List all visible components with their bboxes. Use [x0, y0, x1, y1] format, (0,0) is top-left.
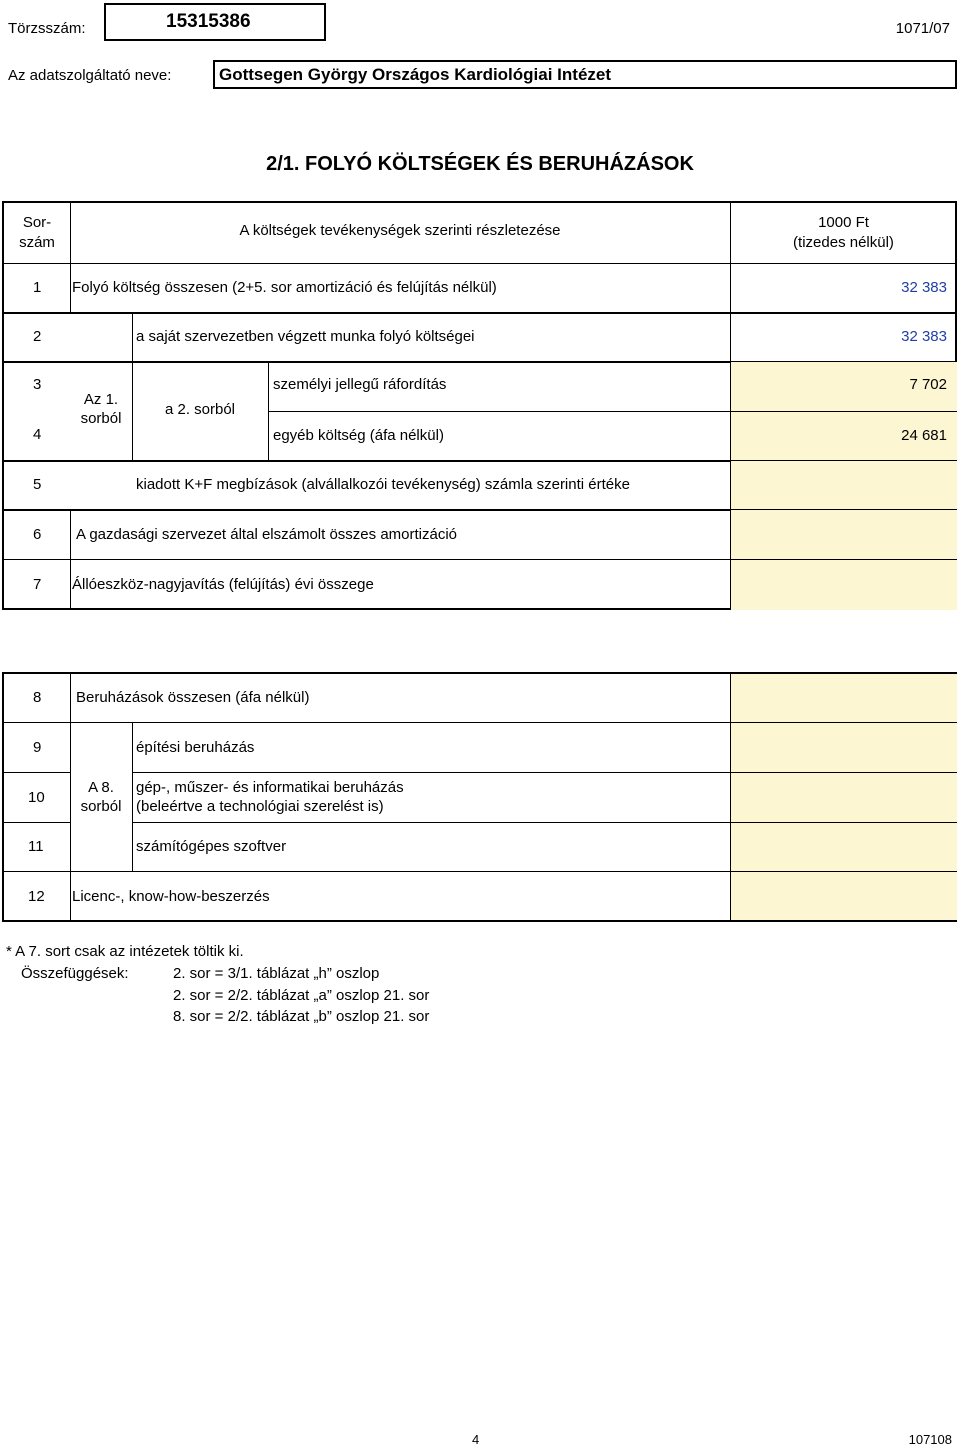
r4-label: egyéb költség (áfa nélkül): [273, 427, 444, 444]
r2-value: 32 383: [901, 328, 947, 345]
r2-num: 2: [33, 328, 42, 345]
r7-num: 7: [33, 576, 42, 593]
col-header-unit: [730, 213, 957, 253]
page-title: 2/1. FOLYÓ KÖLTSÉGEK ÉS BERUHÁZÁSOK: [266, 153, 694, 175]
group-a2: a 2. sorból: [164, 401, 236, 418]
r6-label: A gazdasági szervezet által elszámolt összes amortizáció: [76, 526, 458, 543]
col-header-sorszam: [4, 213, 70, 253]
r12-label: Licenc-, know-how-beszerzés: [72, 888, 270, 905]
main-table: [2, 201, 957, 610]
group-a8: [70, 778, 132, 816]
r7-value-cell[interactable]: [731, 560, 957, 610]
torzsszam-label: Törzsszám:: [8, 20, 86, 37]
r10-value-cell[interactable]: [731, 773, 957, 822]
r9-label: építési beruházás: [136, 739, 255, 756]
r8-label: Beruházások összesen (áfa nélkül): [76, 689, 310, 706]
r11-num: 11: [28, 838, 44, 855]
r3-value: 7 702: [909, 376, 947, 393]
group-az1-2: sorból: [80, 410, 122, 427]
r6-value-cell[interactable]: [731, 510, 957, 559]
r9-num: 9: [33, 739, 42, 756]
col-header-sorszam-2: szám: [19, 234, 55, 251]
r3-label: személyi jellegű ráfordítás: [273, 376, 447, 393]
torzsszam-value: 15315386: [166, 11, 251, 32]
r8-num: 8: [33, 689, 42, 706]
r7-label: Állóeszköz-nagyjavítás (felújítás) évi összege: [72, 576, 374, 593]
col-header-unit-1: 1000 Ft: [818, 214, 869, 231]
group-a8-1: A 8.: [88, 779, 114, 796]
r6-num: 6: [33, 526, 42, 543]
group-a8-2: sorból: [80, 798, 122, 815]
provider-value: Gottsegen György Országos Kardiológiai Intézet: [219, 65, 612, 84]
r8-value-cell[interactable]: [731, 674, 957, 722]
rule-2: 2. sor = 2/2. táblázat „a” oszlop 21. sor: [173, 987, 430, 1004]
rule-1: 2. sor = 3/1. táblázat „h” oszlop: [173, 965, 380, 982]
r4-num: 4: [33, 426, 42, 443]
form-code: 1071/07: [895, 20, 950, 37]
r11-value-cell[interactable]: [731, 823, 957, 871]
r4-value: 24 681: [901, 427, 947, 444]
r5-value-cell[interactable]: [731, 461, 957, 509]
col-header-unit-2: (tizedes nélkül): [793, 234, 894, 251]
footer-code: 107108: [908, 1432, 952, 1447]
r10-num: 10: [28, 789, 45, 806]
page-number: 4: [472, 1432, 480, 1447]
r12-value-cell[interactable]: [731, 872, 957, 920]
group-az1: [70, 390, 132, 428]
provider-field[interactable]: [213, 60, 957, 89]
r1-value: 32 383: [901, 279, 947, 296]
col-header-desc: A költségek tevékenységek szerinti részletezése: [239, 222, 561, 239]
r5-label: kiadott K+F megbízások (alvállalkozói tevékenység) számla szerinti értéke: [136, 476, 630, 493]
r10-label: [136, 778, 404, 816]
col-header-sorszam-1: Sor-: [22, 214, 52, 231]
r10-label-2: (beleértve a technológiai szerelést is): [136, 798, 384, 815]
investment-table: [2, 672, 957, 922]
r2-label: a saját szervezetben végzett munka folyó költségei: [136, 328, 475, 345]
osszefuggesek-label: Összefüggések:: [21, 965, 129, 982]
r3-num: 3: [33, 376, 42, 393]
note-asterisk: * A 7. sort csak az intézetek töltik ki.: [6, 943, 244, 960]
r12-num: 12: [28, 888, 45, 905]
rule-3: 8. sor = 2/2. táblázat „b” oszlop 21. sor: [173, 1008, 430, 1025]
r9-value-cell[interactable]: [731, 723, 957, 772]
r10-label-1: gép-, műszer- és informatikai beruházás: [136, 779, 404, 796]
r11-label: számítógépes szoftver: [136, 838, 287, 855]
r5-num: 5: [33, 476, 42, 493]
torzsszam-field[interactable]: [104, 3, 326, 41]
r1-num: 1: [33, 279, 42, 296]
group-az1-1: Az 1.: [83, 391, 119, 408]
provider-label: Az adatszolgáltató neve:: [8, 67, 172, 84]
r1-label: Folyó költség összesen (2+5. sor amortizáció és felújítás nélkül): [72, 279, 497, 296]
